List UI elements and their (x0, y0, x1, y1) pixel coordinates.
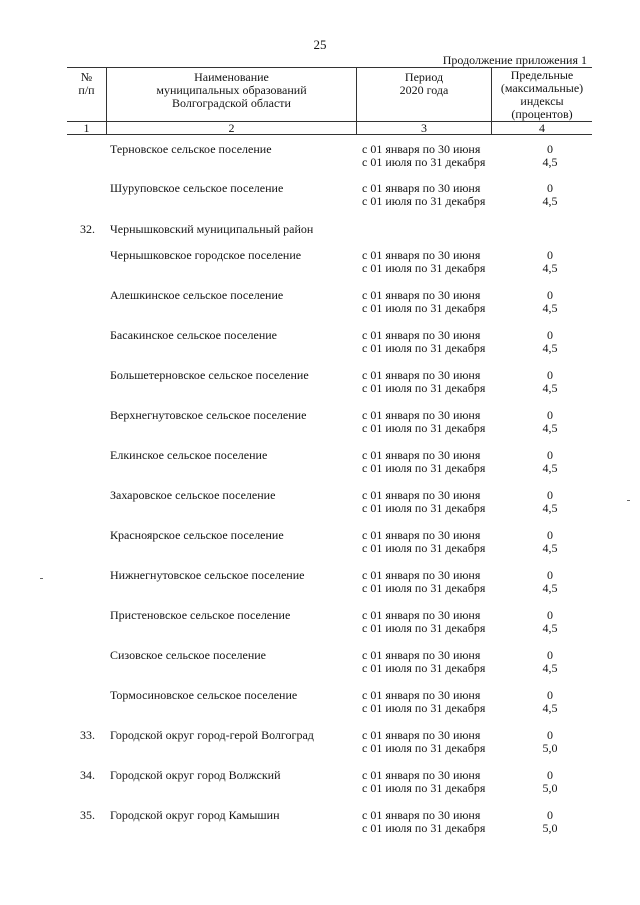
appendix-note: Продолжение приложения 1 (442, 53, 587, 67)
header-col-index: Предельные (максимальные) индексы (процентов) (500, 68, 584, 121)
header-col-number-index: 1 (83, 121, 90, 135)
table-header (67, 67, 592, 135)
header-col-index-index: 4 (539, 121, 545, 135)
header-col-period: Период 2020 года (399, 70, 449, 97)
header-col-name: Наименование муниципальных образований Волгоградской области (156, 70, 307, 110)
scan-mark (40, 578, 43, 579)
header-col-number: № п/п (78, 70, 95, 97)
header-col-name-index: 2 (228, 121, 235, 135)
header-col-period-index: 3 (421, 121, 427, 135)
scan-mark (627, 500, 630, 501)
page-number: 25 (313, 37, 327, 52)
